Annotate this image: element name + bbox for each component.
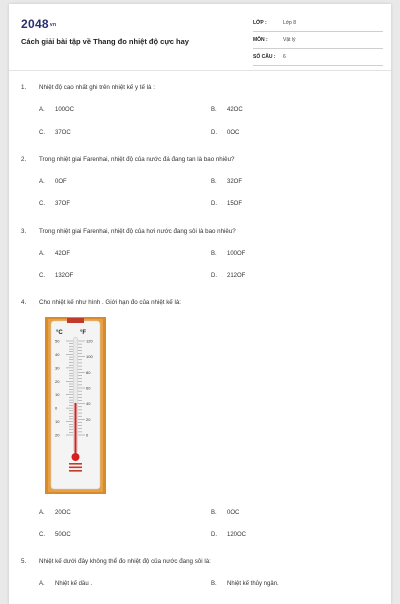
question-text: 3. Trong nhiệt giai Farenhai, nhiệt độ của hơi nước đang sôi là bao nhiêu? [21, 228, 236, 235]
header-divider [9, 70, 391, 71]
hang-tab [67, 318, 84, 323]
answer-option[interactable]: A. 20OC [39, 510, 71, 516]
celsius-tick-label: 20 [55, 432, 60, 438]
celsius-tick-label: 40 [55, 351, 60, 357]
answer-option[interactable]: A. 0OF [39, 179, 67, 185]
thermometer-image [45, 317, 106, 494]
meta-row-count [253, 51, 383, 66]
fahrenheit-unit: °F [80, 330, 87, 336]
question-5 [21, 558, 381, 565]
question-text: 2. Trong nhiệt giai Farenhai, nhiệt độ của nước đá đang tan là bao nhiêu? [21, 156, 235, 163]
liquid-column [75, 403, 77, 455]
celsius-tick-label: 30 [55, 365, 60, 371]
meta-value: Lớp 8 [283, 20, 297, 26]
question-4 [21, 299, 381, 306]
meta-value: Vật lý [283, 37, 296, 43]
answer-option[interactable]: B. 100OF [211, 251, 246, 257]
site-logo[interactable]: 2048vn [21, 17, 57, 31]
fahrenheit-tick-label: 20 [86, 416, 91, 422]
fahrenheit-tick-label: 0 [86, 432, 89, 438]
fahrenheit-tick-label: 60 [86, 385, 91, 391]
question-1 [21, 84, 381, 91]
answer-option[interactable]: B. 42OC [211, 107, 243, 113]
fahrenheit-tick-label: 40 [86, 401, 91, 407]
celsius-tick-label: 0 [55, 405, 58, 411]
celsius-tick-label: 20 [55, 378, 60, 384]
question-3 [21, 228, 381, 235]
meta-row-class [253, 17, 383, 32]
question-2 [21, 156, 381, 163]
question-text: 5. Nhiệt kế dưới đây không thể đo nhiệt độ của nước đang sôi là: [21, 558, 211, 565]
worksheet-header [9, 4, 391, 68]
answer-option[interactable]: D. 212OF [211, 273, 246, 279]
answer-option[interactable]: A. Nhiệt kế dầu . [39, 581, 93, 587]
meta-row-subject [253, 34, 383, 49]
answer-option[interactable]: B. 0OC [211, 510, 240, 516]
fahrenheit-tick-label: 100 [86, 354, 93, 360]
answer-option[interactable]: B. 32OF [211, 179, 243, 185]
meta-info [253, 17, 383, 68]
document-title: Cách giải bài tập về Thang đo nhiệt độ cực hay [21, 37, 189, 46]
decor-stripe [69, 470, 82, 472]
celsius-tick-label: 50 [55, 338, 60, 344]
answer-option[interactable]: D. 0OC [211, 130, 240, 136]
question-text: 4. Cho nhiệt kế như hình . Giới hạn đo của nhiệt kế là: [21, 299, 182, 306]
meta-label: SỐ CÂU : [253, 54, 276, 60]
fahrenheit-tick-label: 80 [86, 369, 91, 375]
worksheet-page [9, 4, 391, 604]
answer-option[interactable]: D. 15OF [211, 201, 243, 207]
question-text: 1. Nhiệt độ cao nhất ghi trên nhiệt kế y tế là : [21, 84, 155, 91]
answer-option[interactable]: C. 37OC [39, 130, 71, 136]
meta-value: 6 [283, 54, 286, 60]
answer-option[interactable]: A. 100OC [39, 107, 75, 113]
answer-option[interactable]: A. 42OF [39, 251, 71, 257]
decor-stripe [69, 463, 82, 465]
answer-option[interactable]: D. 120OC [211, 532, 247, 538]
fahrenheit-tick-label: 120 [86, 338, 93, 344]
decor-stripe [69, 467, 82, 469]
answer-option[interactable]: C. 37OF [39, 201, 71, 207]
meta-label: MÔN : [253, 37, 268, 43]
celsius-unit: °C [56, 330, 63, 336]
thermometer-bulb [72, 453, 80, 461]
answer-option[interactable]: C. 50OC [39, 532, 71, 538]
celsius-tick-label: 10 [55, 419, 60, 425]
answer-option[interactable]: B. Nhiệt kế thủy ngân. [211, 581, 279, 587]
answer-option[interactable]: C. 132OF [39, 273, 74, 279]
meta-label: LỚP : [253, 20, 267, 26]
celsius-tick-label: 10 [55, 392, 60, 398]
